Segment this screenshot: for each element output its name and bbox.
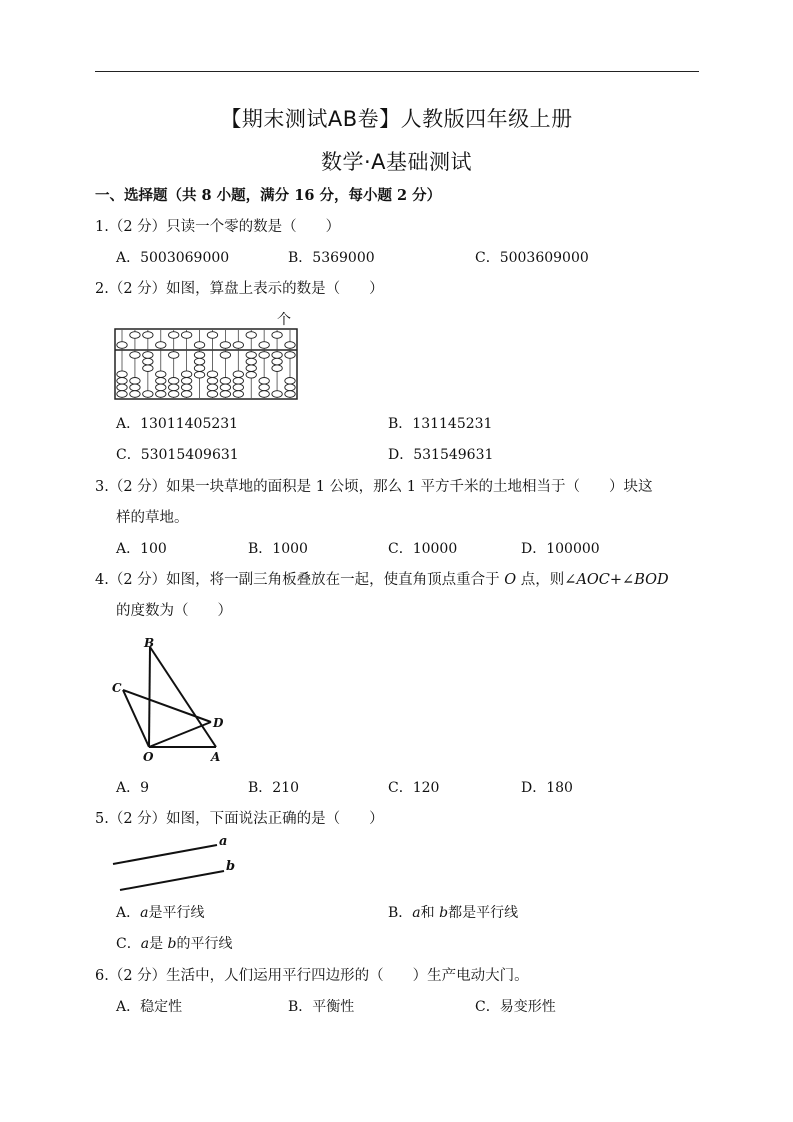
abacus-lower-bead: [194, 352, 204, 359]
abacus-upper-bead: [207, 332, 217, 339]
question-6-stem: 6.（2 分）生活中，人们运用平行四边形的（ ）生产电动大门。: [95, 968, 529, 984]
abacus-lower-bead: [246, 365, 256, 372]
abacus-lower-bead: [143, 365, 153, 372]
abacus-lower-bead: [194, 372, 204, 379]
q5-opt-a-var: a: [140, 905, 149, 921]
abacus-lower-bead: [272, 391, 282, 398]
abacus-upper-bead: [259, 342, 269, 349]
q5-opt-c-prefix: C．: [116, 936, 141, 952]
abacus-lower-bead: [207, 378, 217, 385]
q1-option-b[interactable]: B．5369000: [288, 250, 375, 266]
question-3-stem-line2: 样的草地。: [116, 510, 189, 526]
abacus-lower-bead: [272, 352, 282, 359]
q4-stem-plus: +∠: [609, 572, 635, 588]
abacus-lower-bead: [117, 384, 127, 391]
abacus-lower-bead: [130, 384, 140, 391]
abacus-upper-bead: [233, 342, 243, 349]
abacus-lower-bead: [156, 371, 166, 378]
abacus-lower-bead: [117, 371, 127, 378]
q5-opt-c-var1: a: [140, 936, 150, 952]
q6-option-b[interactable]: B．平衡性: [288, 999, 355, 1015]
q4-stem-aoc: AOC: [576, 572, 610, 588]
abacus-lower-bead: [156, 384, 166, 391]
label-d: D: [213, 716, 224, 730]
abacus-unit-label: 个: [277, 312, 291, 328]
q6-option-c[interactable]: C．易变形性: [475, 999, 556, 1015]
abacus-lower-bead: [168, 391, 178, 398]
line-b: [120, 871, 224, 890]
abacus-upper-bead: [117, 342, 127, 349]
abacus-upper-bead: [130, 332, 140, 339]
abacus-lower-bead: [207, 371, 217, 378]
abacus-figure: [114, 328, 298, 400]
abacus-lower-bead: [117, 391, 127, 398]
q3-option-c[interactable]: C．10000: [388, 541, 458, 557]
q5-opt-a-suffix: 是平行线: [148, 905, 205, 921]
abacus-lower-bead: [259, 391, 269, 398]
abacus-lower-bead: [259, 378, 269, 385]
abacus-lower-bead: [259, 384, 269, 391]
q4-option-b[interactable]: B．210: [248, 780, 300, 796]
segment-ba: [150, 647, 216, 747]
abacus-lower-bead: [181, 391, 191, 398]
label-line-b: b: [226, 859, 236, 874]
q5-option-a[interactable]: [116, 903, 204, 923]
question-1-stem: 1.（2 分）只读一个零的数是（ ）: [95, 219, 341, 235]
abacus-lower-bead: [285, 384, 295, 391]
q5-opt-b-prefix: B．: [388, 905, 413, 921]
label-c: C: [112, 681, 122, 695]
q5-option-c[interactable]: [116, 934, 233, 954]
q5-opt-a-prefix: A．: [116, 905, 141, 921]
abacus-lower-bead: [233, 378, 243, 385]
abacus-upper-bead: [156, 342, 166, 349]
abacus-upper-bead: [220, 342, 230, 349]
q4-stem-o: O: [504, 572, 517, 588]
abacus-lower-bead: [272, 358, 282, 365]
q6-option-a[interactable]: A．稳定性: [116, 999, 183, 1015]
abacus-lower-bead: [168, 378, 178, 385]
label-a: A: [211, 750, 221, 764]
page-subtitle: 数学·A基础测试: [320, 150, 473, 174]
q2-option-d[interactable]: D．531549631: [388, 447, 494, 463]
abacus-lower-bead: [168, 384, 178, 391]
question-5-stem: 5.（2 分）如图，下面说法正确的是（ ）: [95, 811, 384, 827]
abacus-upper-bead: [181, 332, 191, 339]
abacus-lower-bead: [143, 391, 153, 398]
abacus-lower-bead: [181, 378, 191, 385]
q2-option-c[interactable]: C．53015409631: [116, 447, 239, 463]
header-rule: [95, 71, 699, 72]
q4-option-c[interactable]: C．120: [388, 780, 440, 796]
q5-opt-c-var2: b: [167, 936, 177, 952]
label-o: O: [143, 750, 154, 764]
abacus-lower-bead: [156, 391, 166, 398]
abacus-lower-bead: [246, 358, 256, 365]
abacus-lower-bead: [130, 391, 140, 398]
abacus-lower-bead: [130, 378, 140, 385]
q3-option-a[interactable]: A．100: [116, 541, 167, 557]
abacus-lower-bead: [259, 352, 269, 359]
abacus-lower-bead: [168, 352, 178, 359]
q4-stem-bod: BOD: [634, 572, 669, 588]
q5-option-b[interactable]: [388, 903, 518, 923]
q4-stem-pre: 4.（2 分）如图，将一副三角板叠放在一起，使直角顶点重合于: [95, 572, 505, 588]
abacus-upper-bead: [246, 332, 256, 339]
q3-option-d[interactable]: D．100000: [521, 541, 600, 557]
q1-option-c[interactable]: C．5003609000: [475, 250, 589, 266]
abacus-lower-bead: [220, 378, 230, 385]
abacus-lower-bead: [272, 365, 282, 372]
q2-option-b[interactable]: B．131145231: [388, 416, 493, 432]
abacus-lower-bead: [207, 391, 217, 398]
question-2-stem: 2.（2 分）如图，算盘上表示的数是（ ）: [95, 281, 384, 297]
abacus-frame: [115, 329, 297, 399]
abacus-lower-bead: [130, 352, 140, 359]
abacus-lower-bead: [156, 378, 166, 385]
question-3-stem-line1: 3.（2 分）如果一块草地的面积是 1 公顷，那么 1 平方千米的土地相当于（ ）块这: [95, 479, 653, 495]
segment-od: [149, 722, 211, 747]
abacus-lower-bead: [246, 372, 256, 379]
abacus-lower-bead: [220, 384, 230, 391]
abacus-lower-bead: [220, 352, 230, 359]
q4-option-a[interactable]: A．9: [116, 780, 150, 796]
abacus-lower-bead: [194, 358, 204, 365]
abacus-upper-bead: [272, 332, 282, 339]
abacus-lower-bead: [285, 391, 295, 398]
label-b: B: [144, 636, 155, 650]
q5-opt-b-mid: 和: [420, 905, 440, 921]
abacus-lower-bead: [285, 378, 295, 385]
triangle-figure: [108, 632, 238, 764]
abacus-lower-bead: [246, 352, 256, 359]
abacus-upper-bead: [143, 332, 153, 339]
question-4-stem-line2: 的度数为（ ）: [116, 603, 232, 619]
abacus-lower-bead: [194, 365, 204, 372]
q4-option-d[interactable]: D．180: [521, 780, 573, 796]
question-4-stem-line1: [95, 570, 669, 590]
abacus-lower-bead: [117, 378, 127, 385]
q5-opt-b-suffix: 都是平行线: [448, 905, 519, 921]
label-line-a: a: [219, 834, 228, 849]
abacus-lower-bead: [220, 391, 230, 398]
q4-stem-mid: 点，则∠: [516, 572, 577, 588]
abacus-lower-bead: [285, 352, 295, 359]
q3-option-b[interactable]: B．1000: [248, 541, 308, 557]
q5-opt-c-suffix: 的平行线: [176, 936, 233, 952]
abacus-upper-bead: [285, 342, 295, 349]
abacus-lower-bead: [233, 371, 243, 378]
q5-opt-b-var2: b: [439, 905, 449, 921]
line-a: [113, 845, 217, 864]
section-heading: 一、选择题（共 8 小题，满分 16 分，每小题 2 分）: [95, 187, 442, 204]
abacus-lower-bead: [143, 358, 153, 365]
segment-ob: [149, 647, 150, 747]
abacus-lower-bead: [181, 371, 191, 378]
abacus-upper-bead: [194, 342, 204, 349]
abacus-lower-bead: [143, 352, 153, 359]
abacus-lower-bead: [233, 391, 243, 398]
q5-opt-c-mid: 是: [149, 936, 168, 952]
q5-opt-b-var1: a: [412, 905, 421, 921]
abacus-lower-bead: [233, 384, 243, 391]
abacus-lower-bead: [207, 384, 217, 391]
abacus-upper-bead: [168, 332, 178, 339]
page-title: 【期末测试AB卷】人教版四年级上册: [220, 107, 573, 131]
q2-option-a[interactable]: A．13011405231: [116, 416, 239, 432]
abacus-lower-bead: [181, 384, 191, 391]
q1-option-a[interactable]: A．5003069000: [116, 250, 230, 266]
lines-figure: [110, 832, 240, 894]
